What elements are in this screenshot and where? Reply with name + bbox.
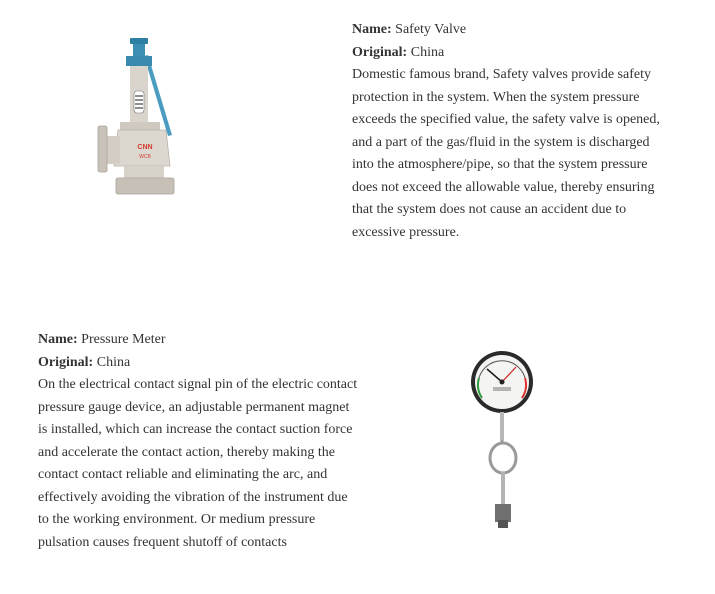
valve-neck xyxy=(124,166,164,178)
origin-value: China xyxy=(410,44,445,60)
pressure-meter-image xyxy=(446,340,566,532)
product-description: On the electrical contact signal pin of the electric contact pressure gauge device, an adjustable permanent magnet is installed, which can increase the contact suction force and accelerate the contact action, thereby making the contact contact reliable and eliminating the arc, and effectively avoiding the vibration of the instrument due to the working environment. Or medium pressure pulsation causes frequent shutoff of contacts xyxy=(38,377,358,550)
safety-valve-image xyxy=(90,36,202,201)
safety-valve-info xyxy=(352,19,662,244)
origin-line xyxy=(38,352,358,375)
pipe-thread xyxy=(498,520,508,528)
valve-cap-top xyxy=(130,38,148,44)
origin-label: Original: xyxy=(38,354,94,370)
name-label: Name: xyxy=(352,22,392,37)
pressure-meter-info xyxy=(38,329,358,554)
pipe-fitting xyxy=(495,504,511,522)
origin-line xyxy=(352,42,662,65)
valve-material-text: WCB xyxy=(139,154,151,160)
name-line xyxy=(38,329,358,352)
spring-window xyxy=(134,91,144,113)
product-name: Pressure Meter xyxy=(81,332,166,347)
valve-brand-text: CNN xyxy=(137,144,153,151)
origin-value: China xyxy=(96,354,131,370)
name-line xyxy=(352,19,662,42)
valve-bonnet-top xyxy=(126,56,152,66)
gauge-label-plate xyxy=(493,387,511,391)
gauge-stem xyxy=(500,412,504,440)
product-description: Domestic famous brand, Safety valves provide safety protection in the system. When the system pressure exceeds the specified value, the safety valve is opened, and a part of the gas/fluid in the system is discharged into the atmosphere/pipe, so that the system pressure does not exceed the allowable value, thereby ensuring that the system does not cause an accident due to excessive pressure. xyxy=(352,67,660,240)
valve-cap xyxy=(133,42,145,56)
origin-label: Original: xyxy=(352,44,408,60)
product-name: Safety Valve xyxy=(395,22,467,37)
siphon-coil xyxy=(490,443,516,473)
side-flange xyxy=(98,126,107,172)
name-label: Name: xyxy=(38,332,78,347)
bonnet-flange xyxy=(120,122,160,130)
bottom-flange xyxy=(116,178,174,194)
connector-pipe xyxy=(501,472,505,506)
